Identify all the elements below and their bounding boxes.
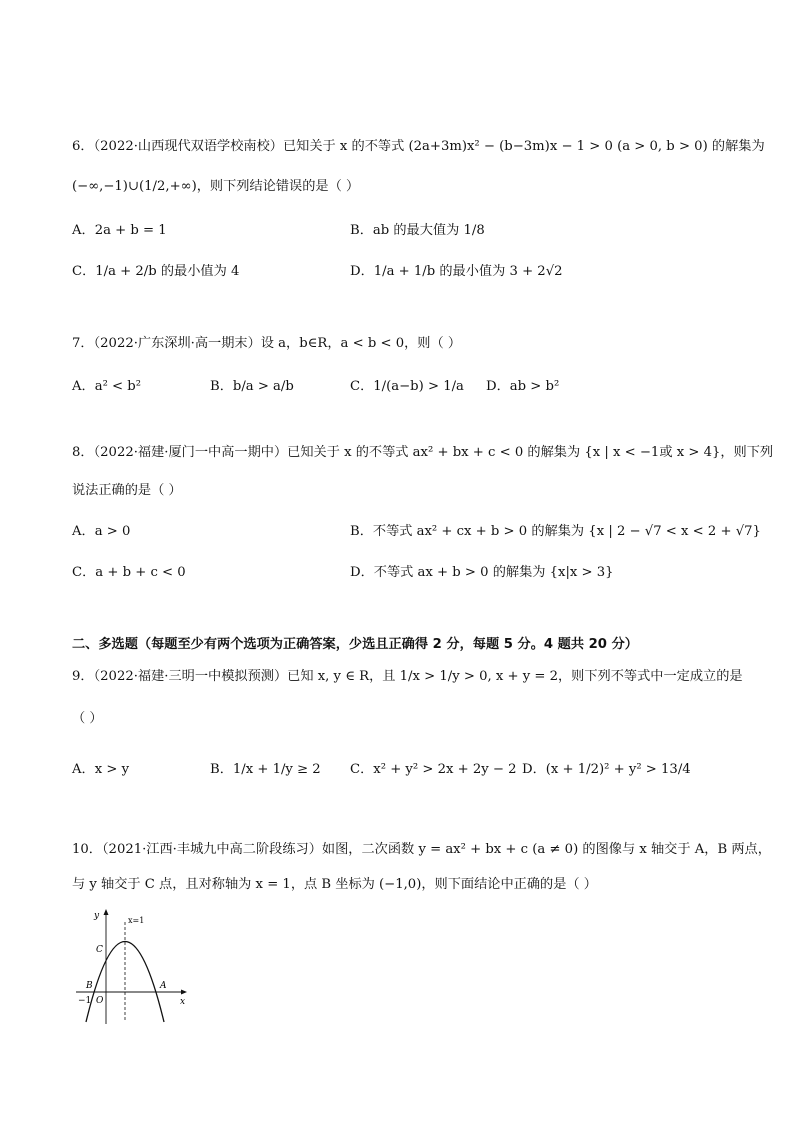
q7-option-c: C．1/(a−b) > 1/a xyxy=(350,379,464,394)
section-multiple-choice-header: 二、多选题（每题至少有两个选项为正确答案，少选且正确得 2 分，每题 5 分。4 题共 20 分） xyxy=(72,637,638,652)
q8-option-b: B．不等式 ax² + cx + b > 0 的解集为 {x | 2 − √7 < x < 2 + √7} xyxy=(350,524,761,539)
point-c-label: C xyxy=(96,945,103,955)
y-axis-label: y xyxy=(94,911,100,921)
x-axis-arrow xyxy=(181,990,187,995)
q6-stem-line1: 6．（2022·山西现代双语学校南校）已知关于 x 的不等式 (2a+3m)x² − (b−3m)x − 1 > 0 (a > 0, b > 0) 的解集为 xyxy=(72,139,765,154)
q9-option-b: B．1/x + 1/y ≥ 2 xyxy=(210,762,321,777)
q6-option-a: A．2a + b = 1 xyxy=(72,223,167,238)
q9-stem-line2: （ ） xyxy=(72,711,103,726)
q6-option-d: D．1/a + 1/b 的最小值为 3 + 2√2 xyxy=(350,264,563,279)
q7-option-d: D．ab > b² xyxy=(486,379,560,394)
x-axis-label: x xyxy=(180,997,186,1007)
neg-one-label: −1 xyxy=(78,996,92,1006)
q10-stem-line2: 与 y 轴交于 C 点，且对称轴为 x = 1，点 B 坐标为 (−1,0)，则下面结论中正确的是（ ） xyxy=(72,877,597,892)
point-a-label: A xyxy=(160,981,167,991)
q7-option-a: A．a² < b² xyxy=(72,379,142,394)
symmetry-axis-label: x=1 xyxy=(128,916,145,925)
q6-stem-line2: (−∞,−1)∪(1/2,+∞)，则下列结论错误的是（ ） xyxy=(72,179,360,194)
y-axis-arrow xyxy=(104,909,109,915)
point-b-label: B xyxy=(86,981,93,991)
q8-stem-line1: 8．（2022·福建·厦门一中高一期中）已知关于 x 的不等式 ax² + bx + c < 0 的解集为 {x | x < −1或 x > 4}，则下列 xyxy=(72,445,774,460)
q9-option-d: D．(x + 1/2)² + y² > 13/4 xyxy=(522,762,691,777)
q9-stem-line1: 9．（2022·福建·三明一中模拟预测）已知 x, y ∈ R，且 1/x > 1/y > 0, x + y = 2，则下列不等式中一定成立的是 xyxy=(72,669,743,684)
q10-stem-line1: 10．（2021·江西·丰城九中高二阶段练习）如图，二次函数 y = ax² + bx + c (a ≠ 0) 的图像与 x 轴交于 A，B 两点， xyxy=(72,842,771,857)
origin-label: O xyxy=(96,996,104,1006)
q7-option-b: B．b/a > a/b xyxy=(210,379,294,394)
q6-option-b: B．ab 的最大值为 1/8 xyxy=(350,223,485,238)
q9-option-c: C．x² + y² > 2x + 2y − 2 xyxy=(350,762,517,777)
q6-option-c: C．1/a + 2/b 的最小值为 4 xyxy=(72,264,240,279)
parabola-figure xyxy=(72,906,194,1026)
q8-option-c: C．a + b + c < 0 xyxy=(72,565,186,580)
q8-stem-line2: 说法正确的是（ ） xyxy=(72,483,182,498)
q7-stem: 7．（2022·广东深圳·高一期末）设 a，b∈R，a < b < 0，则（ ） xyxy=(72,336,462,351)
q9-option-a: A．x > y xyxy=(72,762,130,777)
q8-option-a: A．a > 0 xyxy=(72,524,131,539)
q8-option-d: D．不等式 ax + b > 0 的解集为 {x|x > 3} xyxy=(350,565,614,580)
